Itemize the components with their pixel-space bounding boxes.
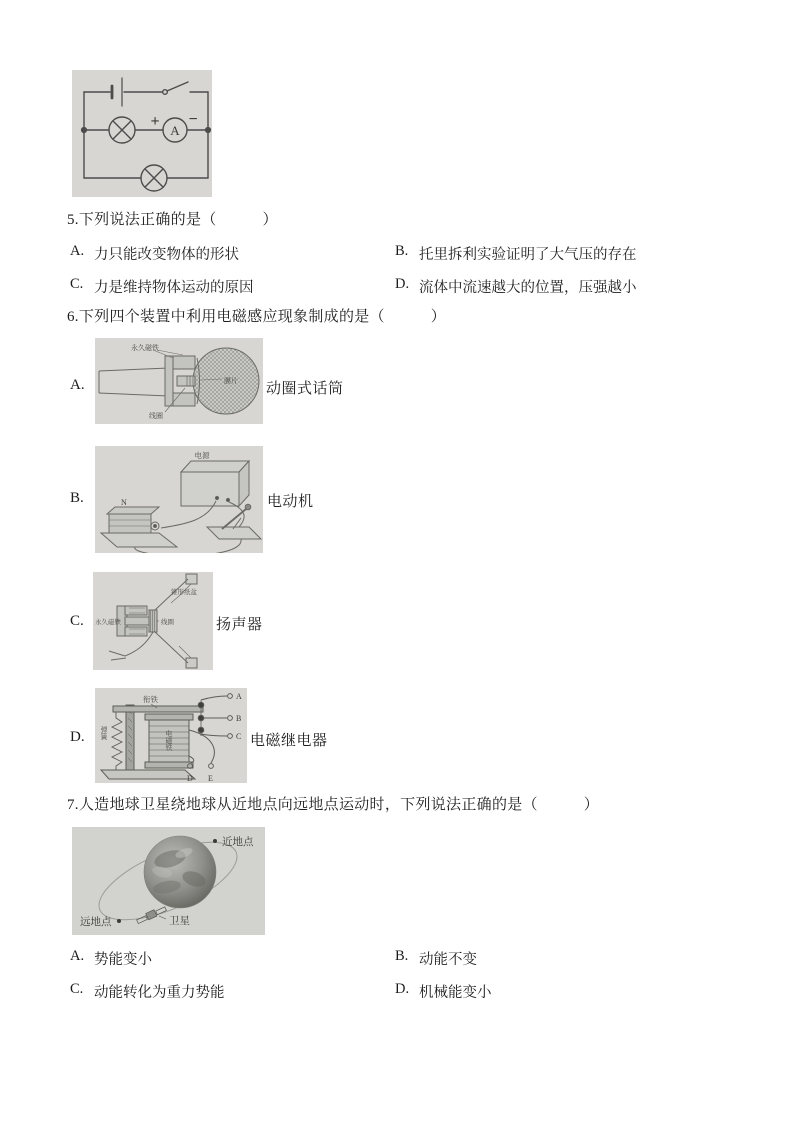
q7-option-a [70, 948, 380, 969]
q7-option-b [395, 948, 735, 969]
q6-item-b-letter: B. [70, 490, 84, 506]
question-5-stem: 5.下列说法正确的是（ ） [67, 212, 278, 228]
apogee-dot [117, 919, 121, 923]
mic-coil-label: 线圈 [149, 412, 163, 420]
apogee-label: 远地点 [80, 917, 112, 928]
relay-terminal-e: E [208, 774, 213, 783]
relay-coil-label: 电磁铁 [165, 730, 173, 751]
q5-option-b-text: 托里拆利实验证明了大气压的存在 [419, 247, 637, 263]
q5-option-c-letter: C. [70, 276, 84, 292]
q6-item-a-letter: A. [70, 377, 85, 393]
q5-option-c-text: 力是维持物体运动的原因 [94, 280, 254, 296]
q7-option-d-letter: D. [395, 981, 410, 997]
relay-terminal-a: A [236, 692, 242, 701]
q7-option-a-text: 势能变小 [94, 952, 152, 968]
relay-spring-label: 弹簧 [100, 726, 108, 740]
circuit-diagram-figure [72, 70, 212, 197]
perigee-dot [213, 839, 217, 843]
motor-figure [95, 446, 263, 553]
q5-option-d [395, 276, 735, 297]
q6-item-c-letter: C. [70, 613, 84, 629]
q6-item-d-letter: D. [70, 729, 85, 745]
q5-option-a [70, 243, 380, 264]
q7-option-b-letter: B. [395, 948, 409, 964]
q5-option-d-letter: D. [395, 276, 410, 292]
q7-option-c-text: 动能转化为重力势能 [94, 985, 225, 1001]
q5-option-c [70, 276, 380, 297]
q7-option-d-text: 机械能变小 [419, 985, 492, 1001]
q6-item-a-caption: 动圈式话筒 [266, 381, 344, 397]
speaker-magnet-label: 永久磁铁 [95, 619, 121, 626]
mic-magnet-label: 永久磁铁 [131, 344, 159, 352]
motor-n-pole-label: N [121, 498, 127, 507]
motor-power-label: 电源 [194, 451, 210, 460]
speaker-figure [93, 572, 213, 670]
q6-item-b-caption: 电动机 [267, 494, 314, 510]
mic-diaphragm-label: 膜片 [224, 377, 238, 385]
relay-terminal-d: D [187, 774, 193, 783]
microphone-figure [95, 338, 263, 424]
q6-item-c-caption: 扬声器 [216, 617, 263, 633]
relay-svg [95, 688, 247, 783]
speaker-coil-label: 线圈 [161, 619, 174, 626]
speaker-svg [93, 572, 213, 670]
q6-item-d-caption: 电磁继电器 [250, 733, 328, 749]
q5-option-b-letter: B. [395, 243, 409, 259]
battery-plus-label: + [150, 113, 160, 130]
q7-option-d [395, 981, 735, 1002]
satellite-orbit-svg [72, 827, 265, 935]
q7-option-c [70, 981, 380, 1002]
relay-figure [95, 688, 247, 783]
q5-option-a-text: 力只能改变物体的形状 [94, 247, 239, 263]
q7-option-c-letter: C. [70, 981, 84, 997]
question-7-stem: 7.人造地球卫星绕地球从近地点向远地点运动时，下列说法正确的是（ ） [67, 797, 600, 813]
circuit-diagram-svg [72, 70, 212, 197]
q5-option-d-text: 流体中流速越大的位置，压强越小 [419, 280, 637, 296]
satellite-orbit-figure [72, 827, 265, 935]
relay-terminal-c: C [236, 732, 242, 741]
q7-option-a-letter: A. [70, 948, 85, 964]
relay-terminal-b: B [236, 714, 242, 723]
q5-option-a-letter: A. [70, 243, 85, 259]
question-6-stem: 6.下列四个装置中利用电磁感应现象制成的是（ ） [67, 309, 447, 325]
battery-minus-label: − [188, 111, 198, 128]
speaker-cone-label: 锥形纸盆 [171, 589, 197, 596]
satellite-label: 卫星 [169, 916, 190, 927]
satellite-icon [136, 905, 167, 924]
q7-option-b-text: 动能不变 [419, 952, 477, 968]
ammeter-letter: A [170, 123, 180, 138]
motor-svg [95, 446, 263, 553]
microphone-svg [95, 338, 263, 424]
q5-option-b [395, 243, 735, 264]
relay-armature-label: 衔铁 [143, 695, 158, 704]
perigee-label: 近地点 [222, 837, 254, 848]
